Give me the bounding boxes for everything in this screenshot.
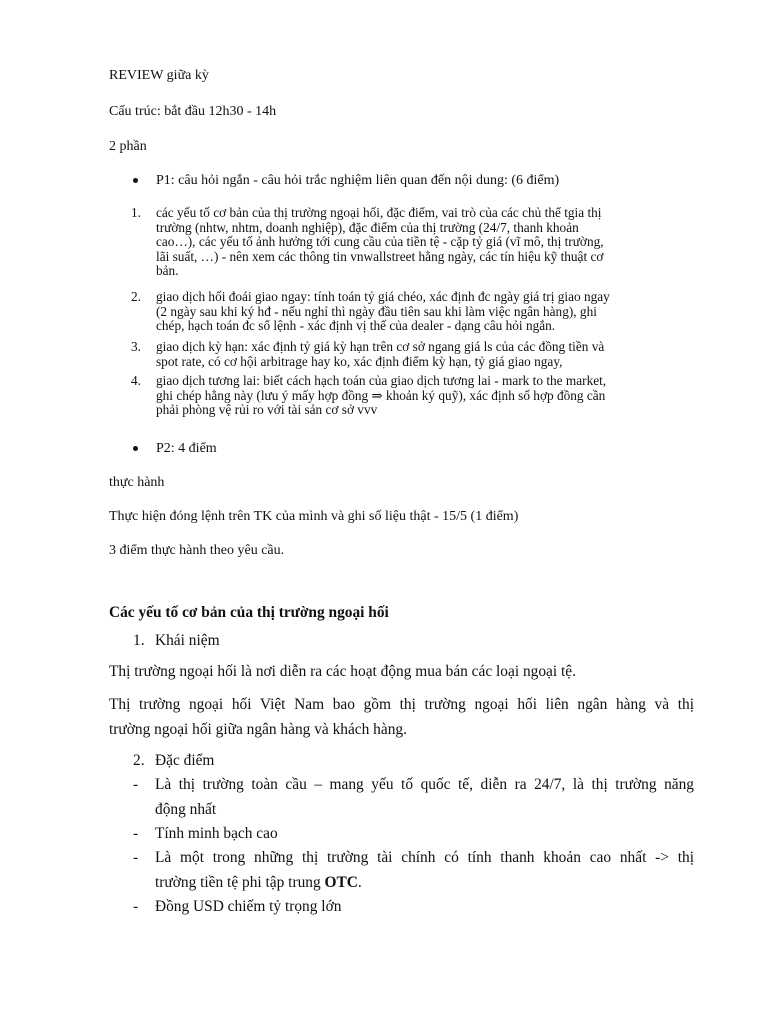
list-item-line: giao dịch kỳ hạn: xác định tỷ giá kỳ hạn trên cơ sở ngang giá ls của các đồng tiền và [156, 339, 605, 354]
parts-line: 2 phần [109, 139, 147, 154]
practice-label: thực hành [109, 475, 165, 490]
list-item-line: trường (nhtw, nhtm, doanh nghiệp), đặc điểm của thị trường (24/7, thanh khoản [156, 219, 579, 235]
paragraph-line: Thị trường ngoại hối Việt Nam bao gồm thị trường ngoại hối liên ngân hàng và thị [109, 696, 694, 713]
list-item-line: phải phòng vệ rủi ro với tài sản cơ sở vvv [156, 402, 378, 418]
feature-line-text: trường tiền tệ phi tập trung [155, 873, 325, 891]
bullet-p1-text: P1: câu hỏi ngắn - câu hỏi trắc nghiệm liên quan đến nội dung: (6 điểm) [156, 173, 560, 188]
subsection-number: 1. [133, 632, 145, 649]
feature-item [155, 822, 694, 847]
dash-marker: - [133, 849, 139, 866]
document-title: REVIEW giữa kỳ [109, 68, 209, 83]
otc-bold-text: OTC [324, 873, 358, 891]
feature-line: Tính minh bạch cao [155, 825, 278, 842]
feature-line: động nhất [155, 800, 217, 818]
definition-paragraph [109, 660, 694, 685]
list-item-line: chép, hạch toán đc sổ lệnh - xác định vị thế của dealer - dạng câu hỏi ngắn. [156, 318, 556, 334]
list-item-line: lãi suất, …) - nên xem các thông tin vnwallstreet hằng ngày, các tín hiệu kỹ thuật cơ [156, 248, 604, 264]
feature-item [155, 895, 694, 920]
list-item-line: giao dịch hối đoái giao ngay: tính toán tỷ giá chéo, xác định đc ngày giá trị giao ngay [156, 289, 610, 304]
bullet-dot [133, 178, 138, 183]
list-item-number: 1. [131, 205, 141, 220]
list-item-number: 3. [131, 339, 141, 354]
list-item-number: 4. [131, 373, 141, 388]
list-item-text [156, 206, 696, 279]
paragraph-line: trường ngoại hối giữa ngân hàng và khách hàng. [109, 720, 407, 738]
paragraph-line: Thị trường ngoại hối là nơi diễn ra các hoạt động mua bán các loại ngoại tệ. [109, 663, 576, 680]
feature-item [155, 773, 694, 822]
dash-marker: - [133, 898, 139, 915]
dash-marker: - [133, 776, 139, 793]
practice-points: 3 điểm thực hành theo yêu cầu. [109, 543, 285, 558]
subsection-title: Đặc điểm [155, 752, 215, 769]
feature-line: Là thị trường toàn cầu – mang yếu tố quốc tế, diễn ra 24/7, là thị trường năng [155, 776, 694, 793]
subsection-title: Khái niệm [155, 632, 220, 649]
practice-detail: Thực hiện đóng lệnh trên TK của mình và ghi số liệu thật - 15/5 (1 điểm) [109, 509, 519, 524]
list-item-line: giao dịch tương lai: biết cách hạch toán của giao dịch tương lai - mark to the market, [156, 373, 607, 388]
list-item-text [156, 374, 696, 418]
list-item-text [156, 290, 696, 334]
bullet-p2-text: P2: 4 điểm [156, 441, 217, 456]
feature-line: Đồng USD chiếm tỷ trọng lớn [155, 898, 342, 915]
feature-line [155, 871, 694, 896]
feature-line-text: . [357, 873, 362, 891]
subsection-number: 2. [133, 752, 145, 769]
list-item-line: spot rate, có cơ hội arbitrage hay ko, xác định điểm kỳ hạn, tỷ giá giao ngay, [156, 353, 563, 369]
list-item-line: các yếu tố cơ bản của thị trường ngoại hối, đặc điểm, vai trò của các chủ thể tgia thị [156, 205, 602, 220]
list-item-line: bản. [156, 263, 179, 279]
list-item-line: (2 ngày sau khi ký hđ - nếu nghỉ thì ngày đầu tiên sau khi làm việc ngân hàng), ghi [156, 303, 597, 319]
definition-paragraph-2 [109, 693, 694, 742]
feature-line: Là một trong những thị trường tài chính có tính thanh khoản cao nhất -> thị [155, 849, 694, 866]
list-item-line: ghi chép hằng này (lưu ý mấy hợp đồng ⇒ khoản ký quỹ), xác định số hợp đồng cần [156, 387, 606, 403]
section-heading: Các yếu tố cơ bản của thị trường ngoại hối [109, 604, 389, 621]
list-item-text [156, 340, 696, 369]
structure-line: Cấu trúc: bắt đầu 12h30 - 14h [109, 104, 277, 119]
list-item-number: 2. [131, 289, 141, 304]
dash-marker: - [133, 825, 139, 842]
feature-item [155, 846, 694, 895]
list-item-line: cao…), các yếu tố ảnh hưởng tới cung cầu của tiền tệ - cặp tỷ giá (vĩ mô, thị trường, [156, 234, 604, 250]
bullet-dot [133, 446, 138, 451]
